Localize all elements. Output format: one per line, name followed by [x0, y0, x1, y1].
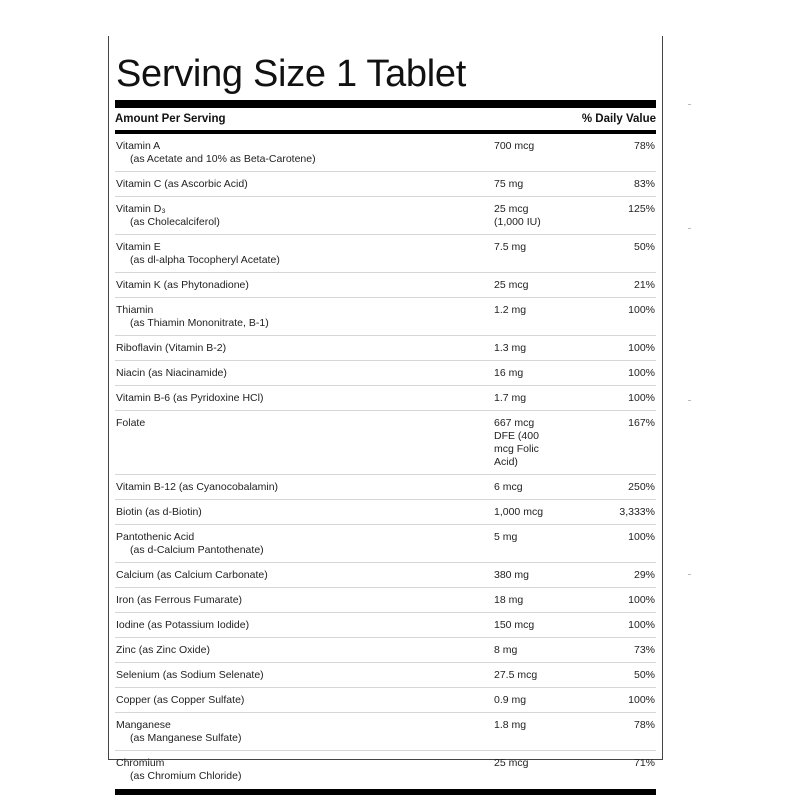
bottom-divider	[115, 789, 656, 795]
nutrient-amount-cell	[494, 140, 594, 166]
nutrient-amount: 700 mcg	[494, 140, 535, 152]
nutrient-row	[115, 663, 656, 688]
nutrient-name: Vitamin D₃	[116, 203, 166, 215]
nutrient-amount: 75 mg	[494, 178, 524, 190]
nutrient-amount: 380 mg	[494, 569, 530, 581]
supplement-facts-panel	[115, 52, 656, 795]
nutrient-amount-cell	[494, 481, 594, 494]
nutrient-daily-value: 100%	[628, 392, 655, 404]
nutrient-row	[115, 500, 656, 525]
nutrient-amount: 5 mg	[494, 531, 518, 543]
frame-right-border	[662, 36, 663, 760]
nutrient-amount-cell	[494, 506, 594, 519]
nutrient-name-cell	[115, 644, 494, 657]
nutrient-name-cell	[115, 719, 494, 745]
scan-mark	[688, 400, 691, 401]
nutrient-name-cell	[115, 669, 494, 682]
nutrient-name-cell	[115, 367, 494, 380]
nutrient-daily-value: 100%	[628, 619, 655, 631]
nutrient-row	[115, 751, 656, 788]
nutrient-amount: DFE (400	[494, 430, 539, 442]
nutrient-amount: 150 mcg	[494, 619, 535, 631]
nutrient-row	[115, 688, 656, 713]
nutrient-row	[115, 386, 656, 411]
daily-value-header: % Daily Value	[581, 113, 656, 125]
nutrient-daily-value: 100%	[628, 342, 655, 354]
nutrient-row	[115, 235, 656, 273]
nutrient-amount-cell	[494, 367, 594, 380]
nutrient-daily-value: 100%	[628, 694, 655, 706]
nutrient-row	[115, 361, 656, 386]
nutrient-amount-cell	[494, 342, 594, 355]
nutrient-daily-value: 100%	[628, 594, 655, 606]
nutrient-name: Niacin (as Niacinamide)	[116, 367, 227, 379]
nutrient-daily-value: 100%	[628, 367, 655, 379]
nutrient-list	[115, 134, 656, 788]
nutrient-row	[115, 563, 656, 588]
nutrient-name: Manganese	[116, 719, 171, 731]
nutrient-daily-value: 100%	[628, 531, 655, 543]
nutrient-row	[115, 197, 656, 235]
nutrient-amount: 1,000 mcg	[494, 506, 544, 518]
nutrient-amount-cell	[494, 241, 594, 267]
nutrient-source: (as Thiamin Mononitrate, B-1)	[130, 317, 269, 329]
nutrient-amount-cell	[494, 594, 594, 607]
nutrient-daily-value: 100%	[628, 304, 655, 316]
nutrient-amount: 18 mg	[494, 594, 524, 606]
nutrient-daily-value: 78%	[633, 140, 655, 152]
nutrient-daily-value: 50%	[633, 241, 655, 253]
nutrient-amount: 0.9 mg	[494, 694, 527, 706]
nutrient-amount-cell	[494, 203, 594, 229]
nutrient-amount: 7.5 mg	[494, 241, 527, 253]
nutrient-name-cell	[115, 140, 494, 166]
nutrient-name: Iodine (as Potassium Iodide)	[116, 619, 250, 631]
nutrient-amount-cell	[494, 178, 594, 191]
nutrient-name-cell	[115, 569, 494, 582]
nutrient-name: Thiamin	[116, 304, 154, 316]
nutrient-amount: 25 mcg	[494, 279, 529, 291]
nutrient-name-cell	[115, 178, 494, 191]
nutrient-daily-value: 3,333%	[619, 506, 655, 518]
nutrient-amount: 1.2 mg	[494, 304, 527, 316]
amount-per-serving-header: Amount Per Serving	[115, 113, 226, 125]
nutrient-amount: 27.5 mcg	[494, 669, 538, 681]
nutrient-amount: mcg Folic	[494, 443, 539, 455]
nutrient-amount: 1.3 mg	[494, 342, 527, 354]
scan-mark	[688, 228, 691, 229]
nutrient-amount-cell	[494, 531, 594, 557]
nutrient-name-cell	[115, 241, 494, 267]
nutrient-name-cell	[115, 304, 494, 330]
nutrient-name-cell	[115, 417, 494, 469]
nutrient-amount-cell	[494, 304, 594, 330]
frame-left-border	[108, 36, 109, 760]
nutrient-name-cell	[115, 506, 494, 519]
serving-size-title: Serving Size 1 Tablet	[116, 53, 466, 95]
nutrient-daily-value: 167%	[628, 417, 655, 429]
nutrient-amount-cell	[494, 694, 594, 707]
nutrient-name-cell	[115, 531, 494, 557]
nutrient-row	[115, 588, 656, 613]
nutrient-amount: 25 mcg	[494, 757, 529, 769]
nutrient-amount-cell	[494, 719, 594, 745]
nutrient-name: Chromium	[116, 757, 165, 769]
nutrient-amount: 8 mg	[494, 644, 518, 656]
nutrient-name: Vitamin C (as Ascorbic Acid)	[116, 178, 248, 190]
nutrient-row	[115, 638, 656, 663]
nutrient-name: Selenium (as Sodium Selenate)	[116, 669, 264, 681]
nutrient-name: Iron (as Ferrous Fumarate)	[116, 594, 243, 606]
nutrient-amount: 1.8 mg	[494, 719, 527, 731]
nutrient-amount: 6 mcg	[494, 481, 523, 493]
nutrient-daily-value: 83%	[633, 178, 655, 190]
nutrient-name: Folate	[116, 417, 146, 429]
nutrient-name-cell	[115, 342, 494, 355]
nutrient-row	[115, 336, 656, 361]
nutrient-row	[115, 172, 656, 197]
nutrient-amount-cell	[494, 619, 594, 632]
nutrient-name: Calcium (as Calcium Carbonate)	[116, 569, 268, 581]
nutrient-row	[115, 273, 656, 298]
nutrient-name: Riboflavin (Vitamin B-2)	[116, 342, 227, 354]
nutrient-source: (as Chromium Chloride)	[130, 770, 242, 782]
nutrient-name: Vitamin E	[116, 241, 161, 253]
nutrient-amount-cell	[494, 669, 594, 682]
nutrient-daily-value: 50%	[633, 669, 655, 681]
nutrient-row	[115, 613, 656, 638]
nutrient-amount-cell	[494, 392, 594, 405]
nutrient-daily-value: 21%	[633, 279, 655, 291]
nutrient-amount-cell	[494, 569, 594, 582]
nutrient-name: Vitamin B-12 (as Cyanocobalamin)	[116, 481, 279, 493]
nutrient-name-cell	[115, 757, 494, 783]
nutrient-source: (as Cholecalciferol)	[130, 216, 220, 228]
nutrient-name-cell	[115, 279, 494, 292]
nutrient-daily-value: 71%	[633, 757, 655, 769]
nutrient-daily-value: 250%	[628, 481, 655, 493]
nutrient-name-cell	[115, 694, 494, 707]
nutrient-amount: (1,000 IU)	[494, 216, 541, 228]
nutrient-amount-cell	[494, 644, 594, 657]
nutrient-amount: 16 mg	[494, 367, 524, 379]
nutrient-row	[115, 134, 656, 172]
nutrient-row	[115, 298, 656, 336]
nutrient-amount: 25 mcg	[494, 203, 529, 215]
nutrient-amount: 667 mcg	[494, 417, 535, 429]
nutrient-name: Vitamin B-6 (as Pyridoxine HCl)	[116, 392, 264, 404]
nutrient-name: Zinc (as Zinc Oxide)	[116, 644, 210, 656]
nutrient-daily-value: 73%	[633, 644, 655, 656]
nutrient-name-cell	[115, 481, 494, 494]
nutrient-amount-cell	[494, 279, 594, 292]
nutrient-source: (as Acetate and 10% as Beta-Carotene)	[130, 153, 316, 165]
nutrient-amount: 1.7 mg	[494, 392, 527, 404]
nutrient-amount-cell	[494, 757, 594, 783]
nutrient-name-cell	[115, 392, 494, 405]
scan-mark	[688, 104, 691, 105]
nutrient-name-cell	[115, 619, 494, 632]
nutrient-row	[115, 713, 656, 751]
nutrient-name: Copper (as Copper Sulfate)	[116, 694, 245, 706]
nutrient-row	[115, 475, 656, 500]
nutrient-source: (as d-Calcium Pantothenate)	[130, 544, 264, 556]
nutrient-daily-value: 125%	[628, 203, 655, 215]
nutrient-row	[115, 411, 656, 475]
nutrient-source: (as Manganese Sulfate)	[130, 732, 242, 744]
nutrient-daily-value: 78%	[633, 719, 655, 731]
nutrient-amount-cell	[494, 417, 594, 469]
nutrient-amount: Acid)	[494, 456, 518, 468]
thick-divider	[115, 100, 656, 108]
nutrient-daily-value: 29%	[633, 569, 655, 581]
nutrient-name: Biotin (as d-Biotin)	[116, 506, 202, 518]
nutrient-name-cell	[115, 594, 494, 607]
nutrient-name: Vitamin K (as Phytonadione)	[116, 279, 249, 291]
nutrient-name: Pantothenic Acid	[116, 531, 195, 543]
nutrient-row	[115, 525, 656, 563]
scan-mark	[688, 574, 691, 575]
column-header-row	[115, 108, 656, 130]
nutrient-name: Vitamin A	[116, 140, 161, 152]
nutrient-source: (as dl-alpha Tocopheryl Acetate)	[130, 254, 280, 266]
nutrient-name-cell	[115, 203, 494, 229]
